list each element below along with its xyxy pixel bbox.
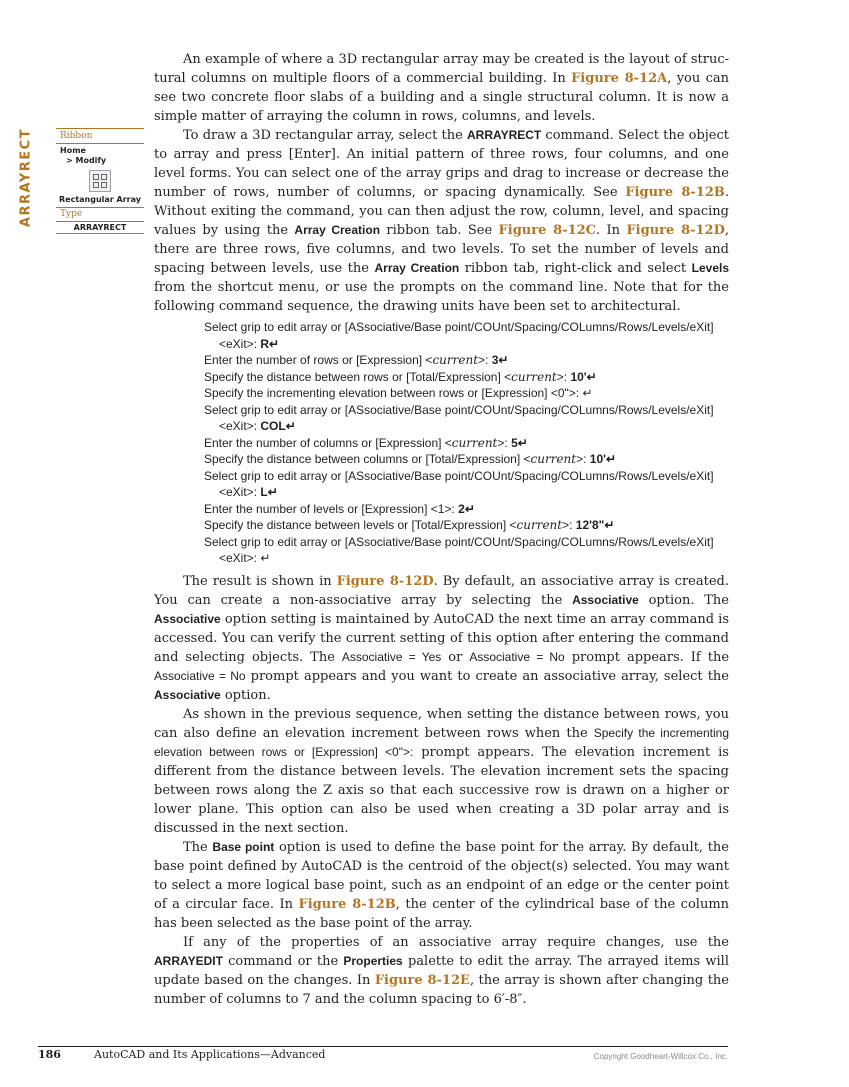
command-line: Specify the distance between rows or [Total/Expression] <current>: 10'↵ [204,369,597,384]
side-tab [12,128,32,238]
command-line: Specify the distance between columns or [Total/Expression] <current>: 10'↵ [204,452,617,466]
rectangular-array-icon [89,170,111,192]
copyright: Copyright Goodheart-Willcox Co., Inc. [593,1052,728,1061]
ribbon-path-modify: > Modify [66,156,107,165]
ribbon-path [56,144,144,166]
paragraph: As shown in the previous sequence, when setting the distance between rows, you can also define an elevation increment between rows when the Specify the incrementing elevation between rows or [Expression] <0">: prompt appears. The elevation increment is different from the distance between levels. The elevation increment sets the spacing between rows along the Z axis so that each successive row is drawn on a higher or lower plane. This option can also be used when creating a 3D polar array and is discussed in the next section. [154,706,730,836]
side-tab-label: ARRAYRECT [18,127,34,228]
paragraph: The result is shown in Figure 8-12D. By default, an associative array is created. You can create a non-associative array by selecting the Associative option. The Associative option setting is maintained by AutoCAD the next time an array command is accessed. You can verify the current setting of this option after entering the command and selecting objects. The Associative = Yes or Associative = No prompt appears. If the Associative = No prompt appears and you want to create an associative array, select the Associative option. [154,573,730,703]
figure-reference: Figure 8-12E [374,972,470,988]
ribbon-sidebar [56,128,144,234]
figure-reference: Figure 8-12B [625,185,725,200]
figure-reference: Figure 8-12B [298,896,396,912]
paragraph: An example of where a 3D rectangular array may be created is the layout of struc-tural columns on multiple floors of a commercial building. In Figure 8-12A, you can see two concrete floor slabs of a building and a single structural column. It is now a simple matter of arraying the column in rows, columns, and levels. [154,52,729,124]
type-command: ARRAYRECT [56,221,144,234]
figure-reference: Figure 8-12D [336,573,434,589]
ribbon-button-label: Rectangular Array [59,195,141,204]
paragraph: If any of the properties of an associative array require changes, use the ARRAYEDIT command or the Properties palette to edit the array. The arrayed items will update based on the changes. In Figure 8-12E, the array is shown after changing the number of columns to 7 and the column spacing to 6′-8″. [154,934,729,1007]
page-number: 186 [38,1048,61,1061]
command-line: Select grip to edit array or [ASsociative/Base point/COUnt/Spacing/COLumns/Rows/Levels/eXit] <eXit>: R↵ [204,320,714,351]
command-line: Specify the incrementing elevation between rows or [Expression] <0">: ↵ [204,386,593,400]
page-body [154,50,729,1009]
figure-reference: Figure 8-12C [498,223,597,238]
book-title: AutoCAD and Its Applications—Advanced [94,1048,326,1061]
command-line: Enter the number of levels or [Expression] <1>: 2↵ [204,501,475,516]
command-line: Select grip to edit array or [ASsociative/Base point/COUnt/Spacing/COLumns/Rows/Levels/eXit] <eXit>: ↵ [204,534,714,565]
command-line: Select grip to edit array or [ASsociative/Base point/COUnt/Spacing/COLumns/Rows/Levels/eXit] <eXit>: L↵ [204,468,714,499]
ribbon-label: Ribbon [56,128,144,144]
figure-reference: Figure 8-12D [626,223,725,238]
command-line: Specify the distance between levels or [Total/Expression] <current>: 12'8"↵ [204,518,615,532]
type-label: Type [56,207,144,221]
ribbon-path-home: Home [60,146,86,155]
figure-reference: Figure 8-12A [571,71,668,86]
command-sequence [204,319,729,567]
command-line: Enter the number of rows or [Expression] <current>: 3↵ [204,353,509,367]
page-footer [38,1046,728,1062]
paragraph: The Base point option is used to define the base point for the array. By default, the base point defined by AutoCAD is the centroid of the object(s) selected. You may want to select a more logical base point, such as an endpoint of an edge or the center point of a circular face. In Figure 8-12B, the center of the cylindrical base of the column has been selected as the base point of the array. [154,839,730,931]
paragraph: To draw a 3D rectangular array, select the ARRAYRECT command. Select the object to array and press [Enter]. An initial pattern of three rows, four columns, and one level forms. You can select one of the array grips and drag to increase or decrease the number of rows, number of columns, or spacing dynamically. See Figure 8-12B. Without exiting the command, you can then adjust the row, column, level, and spacing values by using the Array Creation ribbon tab. See Figure 8-12C. In Figure 8-12D, there are three rows, five columns, and two levels. To set the number of levels and spacing between levels, use the Array Creation ribbon tab, right-click and select Levels from the shortcut menu, or use the prompts on the command line. Note that for the following command sequence, the drawing units have been set to architectural. [154,128,730,314]
command-line: Select grip to edit array or [ASsociative/Base point/COUnt/Spacing/COLumns/Rows/Levels/eXit] <eXit>: COL↵ [204,402,714,433]
command-line: Enter the number of columns or [Expression] <current>: 5↵ [204,435,528,450]
